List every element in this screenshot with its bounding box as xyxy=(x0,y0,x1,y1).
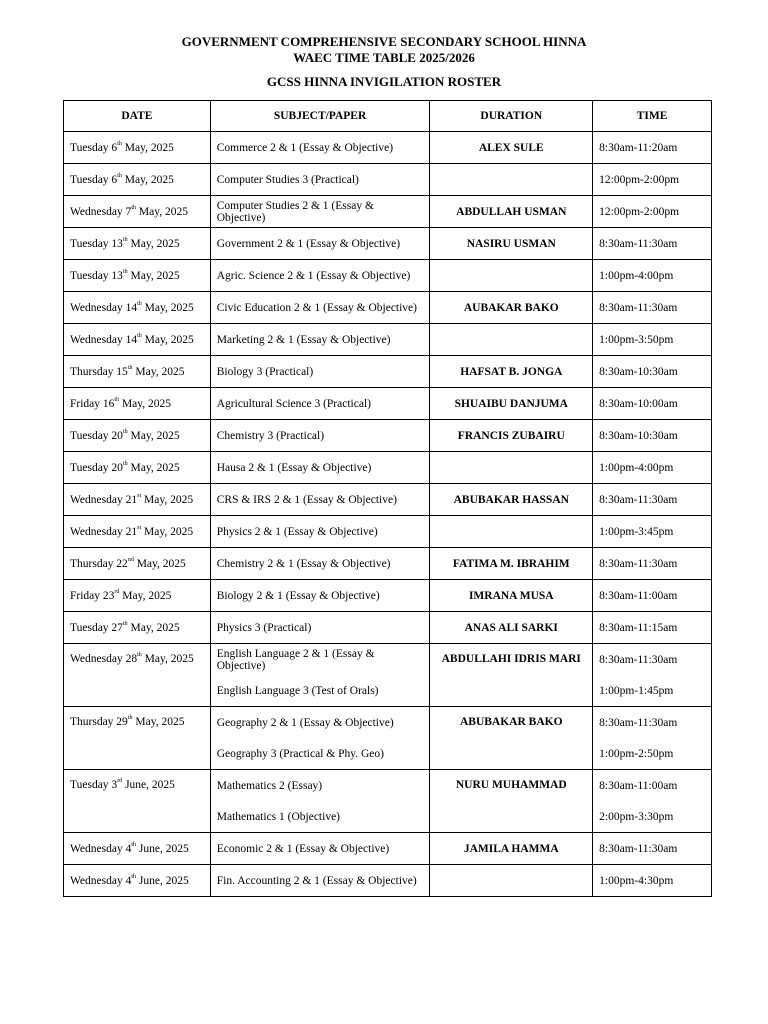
invigilator-cell: SHUAIBU DANJUMA xyxy=(430,388,593,420)
table-row xyxy=(64,484,712,516)
date-rest: May, 2025 xyxy=(127,461,180,474)
date-rest: June, 2025 xyxy=(122,779,175,791)
time-cell: 8:30am-10:30am xyxy=(593,420,712,452)
date-cell xyxy=(64,228,211,260)
date-day: Tuesday 13 xyxy=(70,269,123,282)
subject-cell: Mathematics 2 (Essay) xyxy=(210,770,430,802)
date-cell xyxy=(64,484,211,516)
timetable-title: WAEC TIME TABLE 2025/2026 xyxy=(293,50,475,65)
invigilator-cell: ABUBAKAR BAKO xyxy=(430,707,593,770)
date-ordinal: th xyxy=(131,204,137,211)
table-row xyxy=(64,228,712,260)
time-cell: 8:30am-11:30am xyxy=(593,484,712,516)
invigilator-cell: FATIMA M. IBRAHIM xyxy=(430,548,593,580)
invigilator-cell: ALEX SULE xyxy=(430,132,593,164)
subject-cell: English Language 2 & 1 (Essay & Objective) xyxy=(210,644,430,676)
time-cell: 8:30am-11:30am xyxy=(593,548,712,580)
invigilator-cell: NASIRU USMAN xyxy=(430,228,593,260)
date-ordinal: th xyxy=(137,652,142,658)
time-cell: 8:30am-10:30am xyxy=(593,356,712,388)
date-cell xyxy=(64,516,211,548)
date-day: Tuesday 6 xyxy=(70,173,118,186)
subject-cell: Agricultural Science 3 (Practical) xyxy=(210,388,430,420)
table-row xyxy=(64,356,712,388)
date-rest: May, 2025 xyxy=(127,621,180,634)
table-row xyxy=(64,580,712,612)
subject-cell: Physics 3 (Practical) xyxy=(210,612,430,644)
date-cell xyxy=(64,452,211,484)
invigilator-cell: IMRANA MUSA xyxy=(430,580,593,612)
time-cell: 8:30am-11:20am xyxy=(593,132,712,164)
date-rest: May, 2025 xyxy=(127,429,180,442)
subject-cell: Computer Studies 3 (Practical) xyxy=(210,164,430,196)
col-header-date: DATE xyxy=(64,101,211,132)
table-row xyxy=(64,612,712,644)
date-cell xyxy=(64,164,211,196)
date-cell xyxy=(64,260,211,292)
time-cell: 8:30am-11:30am xyxy=(593,228,712,260)
date-rest: June, 2025 xyxy=(136,874,189,887)
table-row xyxy=(64,770,712,802)
table-row xyxy=(64,388,712,420)
date-ordinal: th xyxy=(127,364,133,371)
date-cell xyxy=(64,548,211,580)
time-cell: 12:00pm-2:00pm xyxy=(593,196,712,228)
invigilator-cell xyxy=(430,324,593,356)
date-cell xyxy=(64,420,211,452)
table-row xyxy=(64,707,712,739)
invigilator-cell xyxy=(430,260,593,292)
date-rest: May, 2025 xyxy=(119,589,172,602)
time-cell: 1:00pm-3:50pm xyxy=(593,324,712,356)
invigilator-cell xyxy=(430,865,593,897)
invigilator-cell: ABDULLAHI IDRIS MARI xyxy=(430,644,593,707)
table-row xyxy=(64,324,712,356)
subject-cell: Biology 3 (Practical) xyxy=(210,356,430,388)
date-day: Wednesday 14 xyxy=(70,301,138,314)
subject-cell: Hausa 2 & 1 (Essay & Objective) xyxy=(210,452,430,484)
date-day: Tuesday 3 xyxy=(70,779,118,791)
col-header-time: TIME xyxy=(593,101,712,132)
date-day: Wednesday 7 xyxy=(70,205,132,218)
school-name: GOVERNMENT COMPREHENSIVE SECONDARY SCHOOL HINNA xyxy=(181,34,587,49)
invigilator-cell xyxy=(430,452,593,484)
date-ordinal: nd xyxy=(127,556,134,563)
date-ordinal: th xyxy=(122,428,128,435)
date-ordinal: st xyxy=(137,492,142,499)
time-cell: 8:30am-11:30am xyxy=(593,644,712,676)
date-rest: May, 2025 xyxy=(141,525,194,538)
time-cell: 8:30am-11:00am xyxy=(593,580,712,612)
date-day: Tuesday 20 xyxy=(70,461,123,474)
invigilator-cell: NURU MUHAMMAD xyxy=(430,770,593,833)
subject-cell: Government 2 & 1 (Essay & Objective) xyxy=(210,228,430,260)
date-rest: May, 2025 xyxy=(132,716,185,728)
date-cell xyxy=(64,707,211,770)
date-ordinal: st xyxy=(137,524,142,531)
table-row xyxy=(64,644,712,676)
date-rest: May, 2025 xyxy=(141,653,194,665)
date-day: Wednesday 4 xyxy=(70,842,132,855)
time-cell: 1:00pm-4:30pm xyxy=(593,865,712,897)
date-ordinal: th xyxy=(122,620,128,627)
date-rest: May, 2025 xyxy=(132,365,185,378)
date-cell xyxy=(64,865,211,897)
date-ordinal: th xyxy=(122,460,128,467)
time-cell: 8:30am-11:00am xyxy=(593,770,712,802)
date-cell xyxy=(64,833,211,865)
date-ordinal: rd xyxy=(117,778,123,784)
time-cell: 8:30am-11:15am xyxy=(593,612,712,644)
date-ordinal: th xyxy=(131,873,137,880)
subject-cell: Geography 3 (Practical & Phy. Geo) xyxy=(210,738,430,770)
invigilator-cell: FRANCIS ZUBAIRU xyxy=(430,420,593,452)
subject-cell: Marketing 2 & 1 (Essay & Objective) xyxy=(210,324,430,356)
table-row xyxy=(64,260,712,292)
date-rest: May, 2025 xyxy=(136,205,188,218)
date-rest: May, 2025 xyxy=(127,237,180,250)
date-rest: May, 2025 xyxy=(127,269,180,282)
subject-cell: Mathematics 1 (Objective) xyxy=(210,801,430,833)
date-cell xyxy=(64,324,211,356)
date-day: Friday 16 xyxy=(70,397,115,410)
table-row xyxy=(64,292,712,324)
date-day: Friday 23 xyxy=(70,589,115,602)
subject-cell: Economic 2 & 1 (Essay & Objective) xyxy=(210,833,430,865)
subject-cell: CRS & IRS 2 & 1 (Essay & Objective) xyxy=(210,484,430,516)
table-row xyxy=(64,548,712,580)
date-day: Wednesday 21 xyxy=(70,525,138,538)
date-ordinal: th xyxy=(137,332,142,339)
date-ordinal: rd xyxy=(114,588,120,595)
table-row xyxy=(64,132,712,164)
date-rest: May, 2025 xyxy=(141,493,194,506)
invigilator-cell: ANAS ALI SARKI xyxy=(430,612,593,644)
date-rest: May, 2025 xyxy=(121,141,174,154)
subject-cell: Agric. Science 2 & 1 (Essay & Objective) xyxy=(210,260,430,292)
table-row xyxy=(64,833,712,865)
date-day: Wednesday 4 xyxy=(70,874,132,887)
col-header-duration: DURATION xyxy=(430,101,593,132)
date-ordinal: th xyxy=(117,172,122,179)
date-rest: May, 2025 xyxy=(119,397,172,410)
table-row xyxy=(64,164,712,196)
table-row xyxy=(64,516,712,548)
date-ordinal: th xyxy=(114,396,120,403)
subject-cell: Physics 2 & 1 (Essay & Objective) xyxy=(210,516,430,548)
subject-cell: Chemistry 2 & 1 (Essay & Objective) xyxy=(210,548,430,580)
time-cell: 8:30am-11:30am xyxy=(593,292,712,324)
date-cell xyxy=(64,770,211,833)
date-ordinal: th xyxy=(127,715,133,721)
subject-cell: Computer Studies 2 & 1 (Essay & Objective) xyxy=(210,196,430,228)
roster-title: GCSS HINNA INVIGILATION ROSTER xyxy=(266,74,502,89)
table-row xyxy=(64,452,712,484)
time-cell: 1:00pm-1:45pm xyxy=(593,675,712,707)
date-cell xyxy=(64,580,211,612)
date-day: Thursday 22 xyxy=(70,557,128,570)
date-cell xyxy=(64,644,211,707)
table-row xyxy=(64,196,712,228)
invigilator-cell: ABUBAKAR HASSAN xyxy=(430,484,593,516)
subject-cell: Chemistry 3 (Practical) xyxy=(210,420,430,452)
date-cell xyxy=(64,356,211,388)
date-day: Thursday 29 xyxy=(70,716,128,728)
date-rest: May, 2025 xyxy=(133,557,186,570)
subject-cell: English Language 3 (Test of Orals) xyxy=(210,675,430,707)
invigilator-cell: JAMILA HAMMA xyxy=(430,833,593,865)
time-cell: 8:30am-10:00am xyxy=(593,388,712,420)
time-cell: 8:30am-11:30am xyxy=(593,707,712,739)
date-rest: June, 2025 xyxy=(136,842,189,855)
col-header-subject: SUBJECT/PAPER xyxy=(210,101,430,132)
invigilator-cell xyxy=(430,516,593,548)
invigilator-cell: AUBAKAR BAKO xyxy=(430,292,593,324)
time-cell: 2:00pm-3:30pm xyxy=(593,801,712,833)
table-header-row xyxy=(64,101,712,132)
time-cell: 1:00pm-4:00pm xyxy=(593,260,712,292)
table-row xyxy=(64,865,712,897)
date-cell xyxy=(64,196,211,228)
time-cell: 1:00pm-2:50pm xyxy=(593,738,712,770)
date-day: Wednesday 14 xyxy=(70,333,138,346)
time-cell: 8:30am-11:30am xyxy=(593,833,712,865)
date-rest: May, 2025 xyxy=(141,333,194,346)
date-day: Tuesday 27 xyxy=(70,621,123,634)
invigilation-table xyxy=(63,100,712,897)
table-row xyxy=(64,420,712,452)
date-day: Tuesday 6 xyxy=(70,141,118,154)
date-cell xyxy=(64,132,211,164)
date-day: Thursday 15 xyxy=(70,365,128,378)
date-cell xyxy=(64,612,211,644)
date-day: Tuesday 13 xyxy=(70,237,123,250)
date-ordinal: th xyxy=(122,268,128,275)
date-day: Wednesday 28 xyxy=(70,653,138,665)
subject-cell: Commerce 2 & 1 (Essay & Objective) xyxy=(210,132,430,164)
date-day: Wednesday 21 xyxy=(70,493,138,506)
subject-cell: Fin. Accounting 2 & 1 (Essay & Objective) xyxy=(210,865,430,897)
invigilator-cell xyxy=(430,164,593,196)
date-cell xyxy=(64,292,211,324)
date-rest: May, 2025 xyxy=(141,301,194,314)
subject-cell: Biology 2 & 1 (Essay & Objective) xyxy=(210,580,430,612)
subject-cell: Civic Education 2 & 1 (Essay & Objective) xyxy=(210,292,430,324)
date-ordinal: th xyxy=(117,140,122,147)
subject-cell: Geography 2 & 1 (Essay & Objective) xyxy=(210,707,430,739)
invigilator-cell: HAFSAT B. JONGA xyxy=(430,356,593,388)
date-ordinal: th xyxy=(137,300,142,307)
time-cell: 12:00pm-2:00pm xyxy=(593,164,712,196)
invigilator-cell: ABDULLAH USMAN xyxy=(430,196,593,228)
date-day: Tuesday 20 xyxy=(70,429,123,442)
date-ordinal: th xyxy=(122,236,128,243)
date-cell xyxy=(64,388,211,420)
date-rest: May, 2025 xyxy=(121,173,174,186)
time-cell: 1:00pm-4:00pm xyxy=(593,452,712,484)
date-ordinal: th xyxy=(131,841,137,848)
time-cell: 1:00pm-3:45pm xyxy=(593,516,712,548)
